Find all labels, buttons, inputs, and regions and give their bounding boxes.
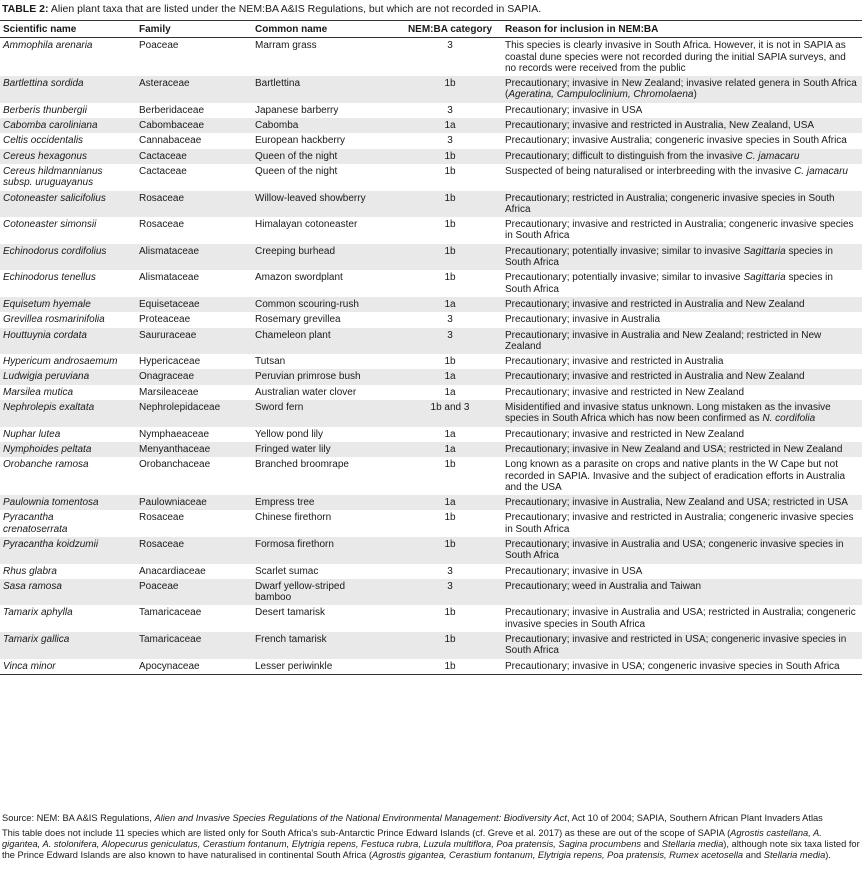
family-cell: Poaceae (136, 579, 252, 606)
nemba-category-cell: 3 (447, 135, 453, 147)
table-row (0, 312, 862, 327)
nemba-category-cell: 1a (444, 386, 456, 398)
nemba-category-cell: 1b (444, 459, 456, 471)
table-row (0, 537, 862, 564)
family-cell: Marsileaceae (139, 386, 199, 398)
common-name-continued: bamboo (255, 592, 292, 604)
scientific-name-cell (0, 400, 136, 427)
common-name: Australian water clover (255, 386, 357, 398)
text-segment: Precautionary; invasive Australia; congeneric invasive species in South Africa (505, 135, 847, 147)
common-name: Desert tamarisk (255, 607, 326, 619)
text-segment: and (641, 839, 662, 849)
scientific-name: Grevillea rosmarinifolia (3, 314, 105, 326)
family-cell: Alismataceae (139, 272, 200, 284)
common-name: Japanese barberry (255, 104, 339, 116)
nemba-category-cell: 1b (398, 244, 502, 271)
table-row (0, 133, 862, 148)
scientific-name-cell (0, 537, 136, 564)
reason-cell (502, 217, 862, 244)
table-row (0, 217, 862, 244)
reason-cell (502, 312, 862, 327)
family-cell: Nymphaeaceae (139, 428, 210, 440)
scientific-name: Orobanche ramosa (3, 459, 89, 471)
table-row (0, 328, 862, 355)
scientific-name: Cotoneaster simonsii (3, 219, 97, 231)
text-segment: Precautionary; invasive and restricted in Australia (505, 356, 724, 368)
scientific-name-cell (0, 442, 136, 457)
reason-cell (502, 328, 862, 355)
nemba-category-cell: 1a (398, 297, 502, 312)
table-row (0, 510, 862, 537)
scientific-name: Pyracantha koidzumii (3, 538, 99, 550)
family-cell: Menyanthaceae (136, 442, 252, 457)
family-cell: Equisetaceae (136, 297, 252, 312)
italic-text-segment: C. jamacaru (745, 150, 800, 162)
common-name: Formosa firethorn (255, 538, 334, 550)
common-name: Peruvian primrose bush (255, 371, 361, 383)
table-row (0, 427, 862, 442)
scientific-name: Tamarix aphylla (3, 607, 73, 619)
reason-cell (502, 564, 862, 579)
table-row (0, 149, 862, 164)
text-segment: ) (693, 89, 697, 101)
common-name-cell (252, 354, 398, 369)
scientific-name-continued: subsp. uruguayanus (3, 177, 94, 189)
family-cell: Onagraceae (136, 369, 252, 384)
nemba-category-cell: 1b and 3 (398, 400, 502, 427)
reason-cell (502, 605, 862, 632)
common-name-cell (252, 400, 398, 427)
nemba-category-cell: 1b (398, 659, 502, 675)
scientific-name-cell (0, 510, 136, 537)
scientific-name-cell (0, 659, 136, 675)
table-row (0, 605, 862, 632)
common-name-cell (252, 103, 398, 118)
reason-cell (502, 270, 862, 297)
common-name: Lesser periwinkle (255, 660, 333, 672)
text-segment: Precautionary; invasive and restricted in Australia; congeneric invasive species in South Africa (505, 512, 854, 535)
scientific-name: Cotoneaster salicifolius (3, 192, 106, 204)
text-segment: This table does not include 11 species which are listed only for South Africa's sub-Antarctic Prince Edward Islands (cf. Greve et al. 2017) as these are out of the scope of SAPIA ( (2, 828, 731, 838)
text-segment: Precautionary; invasive and restricted in Australia, New Zealand, USA (505, 120, 815, 132)
family-cell: Rosaceae (139, 512, 185, 524)
common-name: Empress tree (255, 497, 315, 509)
scientific-name: Echinodorus cordifolius (3, 245, 107, 257)
italic-text-segment: Stellaria media (661, 839, 724, 849)
common-name: Marram grass (255, 40, 317, 52)
scientific-name: Ludwigia peruviana (3, 371, 90, 383)
common-name: Common scouring-rush (255, 298, 359, 310)
common-name: Yellow pond lily (255, 428, 324, 440)
nemba-category-cell: 1b (444, 165, 456, 177)
reason-cell (502, 579, 862, 606)
reason-cell (502, 659, 862, 675)
italic-text-segment: Sagittaria (743, 272, 786, 284)
table-row (0, 103, 862, 118)
scientific-name-cell (0, 133, 136, 148)
scientific-name-cell (0, 312, 136, 327)
table-row (0, 244, 862, 271)
scientific-name-cell (0, 217, 136, 244)
scientific-name: Celtis occidentalis (3, 135, 84, 147)
scientific-name-cell (0, 149, 136, 164)
family-cell: Cactaceae (139, 165, 187, 177)
reason-cell (502, 457, 862, 495)
family-cell: Cabombaceae (136, 118, 252, 133)
reason-cell (502, 537, 862, 564)
scientific-name-cell (0, 76, 136, 103)
scientific-name: Bartlettina sordida (3, 78, 84, 90)
table-row (0, 564, 862, 579)
italic-text-segment: Agrostis castellana, A. gigantea, A. stolonifera, Alopecurus geniculatus, Cerastium fontanum, Elytrigia repens, Festuca rubra, Luzula multiflora, Poa pratensis, Sagina procumbens (2, 828, 822, 849)
common-name: Amazon swordplant (255, 272, 343, 284)
reason-cell (502, 76, 862, 103)
reason-cell (502, 103, 862, 118)
table-row (0, 442, 862, 457)
scientific-name-cell (0, 564, 136, 579)
text-segment: Precautionary; invasive in USA; congeneric invasive species in South Africa (505, 660, 840, 672)
reason-cell (502, 164, 862, 191)
italic-text-segment: Agrostis gigantea, Cerastium fontanum, Elytrigia repens, Poa pratensis, Rumex acetosella (372, 850, 744, 860)
scientific-name-cell (0, 457, 136, 495)
scientific-name: Paulownia tomentosa (3, 497, 99, 509)
table-row (0, 579, 862, 606)
text-segment: Source: NEM: BA A&IS Regulations, (2, 813, 155, 823)
family-cell: Rosaceae (136, 537, 252, 564)
nemba-category-cell: 1b (398, 191, 502, 218)
nemba-category-cell: 1b (398, 537, 502, 564)
text-segment: Precautionary; invasive and restricted in New Zealand (505, 386, 745, 398)
reason-cell (502, 400, 862, 427)
header-nemba-category: NEM:BA category (398, 21, 502, 38)
common-name: Himalayan cotoneaster (255, 219, 358, 231)
table-row (0, 369, 862, 384)
scientific-name-cell (0, 103, 136, 118)
scientific-name-cell (0, 354, 136, 369)
nemba-category-cell: 3 (398, 579, 502, 606)
scientific-name: Vinca minor (3, 660, 56, 672)
table-header-row (0, 21, 862, 38)
reason-cell (502, 510, 862, 537)
nemba-category-cell: 1a (398, 442, 502, 457)
family-cell: Proteaceae (139, 314, 191, 326)
family-cell: Rosaceae (136, 191, 252, 218)
italic-text-segment: C. jamacaru (794, 165, 848, 177)
scientific-name-cell (0, 297, 136, 312)
common-name: Willow-leaved showberry (255, 192, 366, 204)
table-row (0, 297, 862, 312)
table-caption-label: TABLE 2: (2, 3, 49, 15)
italic-text-segment: Alien and Invasive Species Regulations of the National Environmental Management: Biodiversity Act (154, 813, 568, 823)
scientific-name: Nephrolepis exaltata (3, 402, 95, 414)
table-row (0, 457, 862, 495)
common-name-cell (252, 605, 398, 632)
nemba-category-cell: 1a (398, 118, 502, 133)
text-segment: Precautionary; difficult to distinguish from the invasive (505, 150, 746, 162)
family-cell: Asteraceae (136, 76, 252, 103)
nemba-category-cell: 3 (398, 328, 502, 355)
text-segment: Precautionary; potentially invasive; similar to invasive (505, 245, 744, 257)
scientific-name-cell (0, 118, 136, 133)
text-segment: Precautionary; invasive and restricted in USA; congeneric invasive species in South Africa (505, 634, 847, 657)
family-cell: Paulowniaceae (136, 495, 252, 510)
reason-cell (502, 427, 862, 442)
common-name: Scarlet sumac (255, 565, 319, 577)
family-cell: Orobanchaceae (139, 459, 211, 471)
nemba-category-cell: 1a (398, 495, 502, 510)
scientific-name-cell (0, 38, 136, 76)
common-name: Chameleon plant (255, 329, 331, 341)
family-cell: Cannabaceae (139, 135, 202, 147)
table-source-note (2, 813, 860, 824)
table-row (0, 191, 862, 218)
text-segment: Precautionary; invasive in New Zealand and USA; restricted in New Zealand (505, 443, 843, 455)
alien-taxa-table (0, 20, 862, 675)
common-name: Chinese firethorn (255, 512, 332, 524)
reason-cell (502, 38, 862, 76)
common-name-cell (252, 495, 398, 510)
text-segment: This species is clearly invasive in South Africa. However, it is not in SAPIA as coastal dune species were not recorded during the initial SAPIA surveys, and no records were received from the public (505, 40, 846, 74)
nemba-category-cell: 3 (447, 314, 453, 326)
text-segment: Precautionary; invasive and restricted in Australia and New Zealand (505, 298, 805, 310)
scientific-name-cell (0, 191, 136, 218)
reason-cell (502, 133, 862, 148)
italic-text-segment: N. cordifolia (762, 413, 816, 425)
common-name-cell (252, 270, 398, 297)
common-name: Rosemary grevillea (255, 314, 341, 326)
scientific-name: Houttuynia cordata (3, 329, 87, 341)
table-row (0, 659, 862, 675)
reason-cell (502, 442, 862, 457)
reason-cell (502, 244, 862, 271)
common-name-cell (252, 217, 398, 244)
common-name: Cabomba (255, 120, 299, 132)
family-cell: Cactaceae (136, 149, 252, 164)
common-name: Queen of the night (255, 165, 338, 177)
text-segment: Precautionary; restricted in Australia; congeneric invasive species in South Africa (505, 192, 835, 215)
scientific-name-cell (0, 244, 136, 271)
text-segment: Precautionary; invasive and restricted in Australia; congeneric invasive species in South Africa (505, 219, 854, 242)
text-segment: Precautionary; invasive in New Zealand; invasive related genera in South Africa ( (505, 78, 857, 101)
family-cell: Hypericaceae (139, 356, 201, 368)
text-segment: Precautionary; invasive and restricted in New Zealand (505, 428, 745, 440)
common-name: Tutsan (255, 356, 286, 368)
scientific-name: Nymphoides peltata (3, 443, 92, 455)
scientific-name-cell (0, 579, 136, 606)
table-row (0, 385, 862, 400)
common-name-cell (252, 312, 398, 327)
family-cell: Nephrolepidaceae (136, 400, 252, 427)
scientific-name: Marsilea mutica (3, 386, 74, 398)
nemba-category-cell: 1b (444, 356, 456, 368)
reason-cell (502, 632, 862, 659)
common-name-cell (252, 118, 398, 133)
text-segment: Precautionary; invasive in Australia and New Zealand; restricted in New Zealand (505, 329, 822, 352)
table-exclusion-note (2, 828, 860, 861)
table-row (0, 76, 862, 103)
scientific-name: Pyracantha (3, 512, 54, 524)
scientific-name-cell (0, 369, 136, 384)
scientific-name-continued: crenatoserrata (3, 523, 68, 535)
common-name-cell (252, 149, 398, 164)
reason-cell (502, 354, 862, 369)
text-segment: Precautionary; invasive in USA (505, 104, 643, 116)
scientific-name: Hypericum androsaemum (3, 356, 118, 368)
text-segment: ). (825, 850, 831, 860)
header-family: Family (136, 21, 252, 38)
table-body (0, 38, 862, 675)
reason-cell (502, 149, 862, 164)
family-cell: Poaceae (139, 40, 179, 52)
common-name-cell (252, 659, 398, 675)
family-cell: Berberidaceae (139, 104, 205, 116)
common-name-cell (252, 133, 398, 148)
text-segment: Precautionary; invasive in Australia, New Zealand and USA; restricted in USA (505, 497, 848, 509)
header-reason: Reason for inclusion in NEM:BA (502, 21, 862, 38)
common-name-cell (252, 632, 398, 659)
text-segment: Precautionary; invasive in Australia (505, 314, 661, 326)
table-caption (2, 3, 541, 16)
scientific-name-cell (0, 270, 136, 297)
family-cell: Tamaricaceae (136, 632, 252, 659)
text-segment: species in South Africa (505, 272, 833, 295)
text-segment: Precautionary; invasive in Australia and USA; congeneric invasive species in South Africa (505, 538, 844, 562)
text-segment: Precautionary; invasive in Australia and USA; restricted in Australia; congeneric invasive species in South Africa (505, 607, 856, 630)
common-name-cell (252, 564, 398, 579)
nemba-category-cell: 1a (444, 428, 456, 440)
common-name-cell (252, 369, 398, 384)
text-segment: , Act 10 of 2004; SAPIA, Southern African Plant Invaders Atlas (567, 813, 823, 823)
common-name-cell (252, 427, 398, 442)
text-segment: Suspected of being naturalised or interbreeding with the invasive (505, 165, 795, 177)
common-name: Branched broomrape (255, 459, 349, 471)
scientific-name: Nuphar lutea (3, 428, 61, 440)
common-name-cell (252, 38, 398, 76)
scientific-name: Cereus hexagonus (3, 150, 87, 162)
table-row (0, 495, 862, 510)
nemba-category-cell: 1b (444, 219, 456, 231)
common-name: Bartlettina (255, 78, 301, 90)
scientific-name-cell (0, 632, 136, 659)
common-name-cell (252, 385, 398, 400)
text-segment: Long known as a parasite on crops and native plants in the W Cape but not recorded in SAPIA. Invasive and the subject of eradication efforts in Australia and the USA (505, 459, 846, 493)
text-segment: and (743, 850, 764, 860)
reason-cell (502, 369, 862, 384)
common-name-cell (252, 510, 398, 537)
scientific-name-cell (0, 328, 136, 355)
table-caption-text: Alien plant taxa that are listed under the NEM:BA A&IS Regulations, but which are not recorded in SAPIA. (50, 3, 542, 15)
common-name: Fringed water lily (255, 443, 331, 455)
common-name: French tamarisk (255, 634, 327, 646)
scientific-name: Tamarix gallica (3, 634, 70, 646)
family-cell: Tamaricaceae (139, 607, 202, 619)
scientific-name: Cabomba caroliniana (3, 120, 98, 132)
reason-cell (502, 495, 862, 510)
reason-cell (502, 385, 862, 400)
common-name-cell (252, 457, 398, 495)
family-cell: Saururaceae (136, 328, 252, 355)
scientific-name: Equisetum hyemale (3, 298, 91, 310)
text-segment: Precautionary; weed in Australia and Taiwan (505, 580, 702, 592)
nemba-category-cell: 1b (444, 512, 456, 524)
common-name-cell (252, 328, 398, 355)
table-row (0, 400, 862, 427)
common-name-cell (252, 537, 398, 564)
nemba-category-cell: 3 (447, 565, 453, 577)
scientific-name-cell (0, 164, 136, 191)
nemba-category-cell: 1b (444, 272, 456, 284)
common-name-cell (252, 297, 398, 312)
scientific-name: Sasa ramosa (3, 580, 62, 592)
common-name: Dwarf yellow-striped (255, 580, 346, 592)
common-name-cell (252, 244, 398, 271)
table-row (0, 270, 862, 297)
text-segment: ), although note six taxa listed for the Prince Edward Islands are also known to have naturalised in continental South Africa ( (2, 839, 860, 860)
common-name-cell (252, 191, 398, 218)
nemba-category-cell: 3 (447, 40, 453, 52)
common-name-cell (252, 579, 398, 606)
scientific-name-cell (0, 385, 136, 400)
scientific-name-cell (0, 495, 136, 510)
italic-text-segment: Ageratina, Campuloclinium, Chromolaena (508, 89, 694, 101)
common-name: European hackberry (255, 135, 346, 147)
text-segment: species in South Africa (505, 245, 833, 269)
nemba-category-cell: 1a (398, 369, 502, 384)
header-scientific-name: Scientific name (0, 21, 136, 38)
scientific-name-cell (0, 605, 136, 632)
text-segment: Precautionary; potentially invasive; similar to invasive (505, 272, 744, 284)
family-cell: Apocynaceae (136, 659, 252, 675)
scientific-name: Rhus glabra (3, 565, 57, 577)
header-common-name: Common name (252, 21, 398, 38)
table-row (0, 632, 862, 659)
common-name-cell (252, 442, 398, 457)
table-row (0, 354, 862, 369)
text-segment: Precautionary; invasive in USA (505, 565, 643, 577)
scientific-name: Ammophila arenaria (3, 40, 93, 52)
nemba-category-cell: 1b (444, 607, 456, 619)
scientific-name: Cereus hildmannianus (3, 165, 103, 177)
text-segment: Precautionary; invasive and restricted in Australia and New Zealand (505, 371, 805, 383)
reason-cell (502, 118, 862, 133)
common-name: Queen of the night (255, 150, 338, 162)
common-name-cell (252, 164, 398, 191)
table-row (0, 164, 862, 191)
common-name: Creeping burhead (255, 245, 336, 257)
family-cell: Alismataceae (136, 244, 252, 271)
scientific-name: Berberis thunbergii (3, 104, 87, 116)
nemba-category-cell: 1b (398, 632, 502, 659)
table-row (0, 118, 862, 133)
reason-cell (502, 191, 862, 218)
nemba-category-cell: 3 (447, 104, 453, 116)
common-name-cell (252, 76, 398, 103)
family-cell: Anacardiaceae (139, 565, 206, 577)
nemba-category-cell: 1b (398, 149, 502, 164)
table-row (0, 38, 862, 76)
common-name: Sword fern (255, 402, 304, 414)
italic-text-segment: Stellaria media (763, 850, 826, 860)
italic-text-segment: Sagittaria (743, 245, 786, 257)
nemba-category-cell: 1b (398, 76, 502, 103)
text-segment: Misidentified and invasive status unknown. Long mistaken as the invasive species in South Africa which has now been confirmed as (505, 402, 831, 425)
family-cell: Rosaceae (139, 219, 185, 231)
scientific-name: Echinodorus tenellus (3, 272, 96, 284)
reason-cell (502, 297, 862, 312)
scientific-name-cell (0, 427, 136, 442)
